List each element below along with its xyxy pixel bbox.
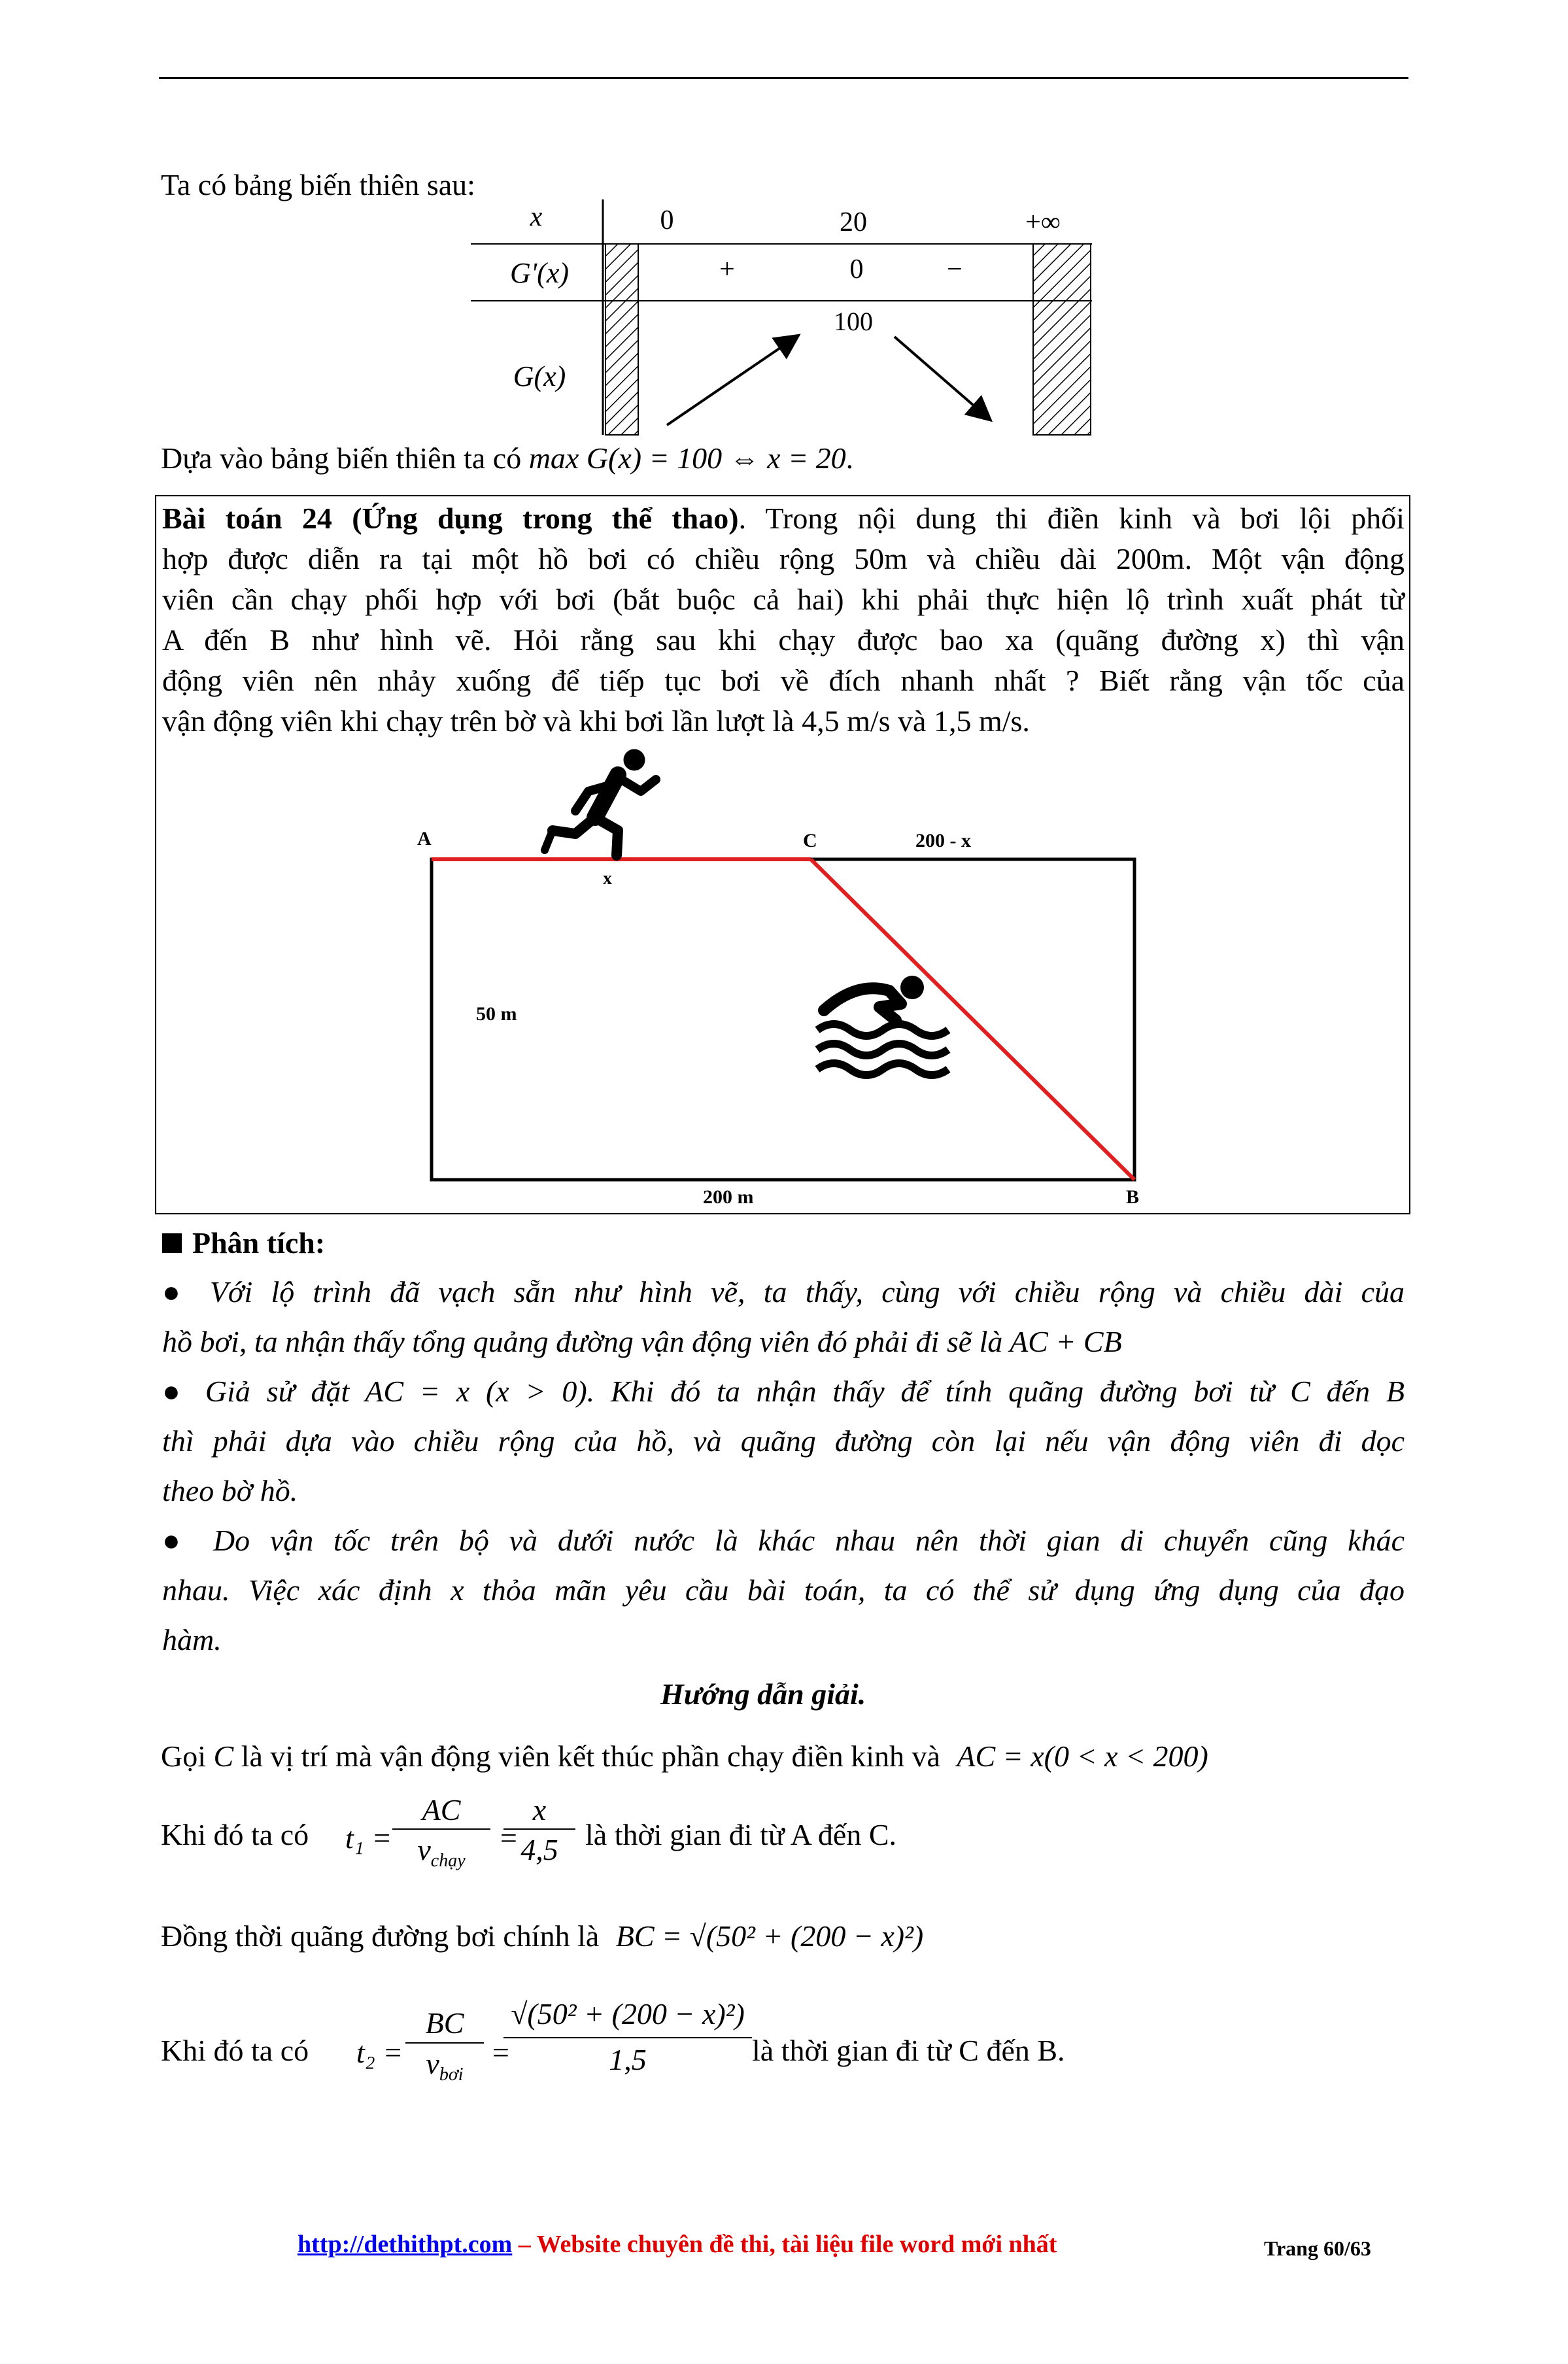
page-number: Trang 60/63 — [1264, 2236, 1371, 2260]
hatch-left — [605, 244, 638, 435]
x-value-1: 20 — [840, 207, 867, 237]
footer-link[interactable]: http://dethithpt.com — [298, 2231, 513, 2258]
problem-line-5: vận động viên khi chạy trên bờ và khi bơi lần lượt là 4,5 m/s và 1,5 m/s. — [162, 704, 1030, 738]
problem-line-0: Bài toán 24 (Ứng dụng trong thể thao). Trong nội dung thi điền kinh và bơi lội phối — [162, 502, 1405, 535]
increase-arrow — [667, 337, 796, 425]
analysis-heading: Phân tích: — [162, 1223, 325, 1263]
ac-formula: AC = x(0 < x < 200) — [957, 1739, 1208, 1773]
bc-formula: BC = √(50² + (200 − x)²) — [615, 1919, 924, 1953]
analysis-line-3: thì phải dựa vào chiều rộng của hồ, và quãng đường còn lại nếu vận động viên đi dọc — [162, 1424, 1405, 1458]
t2-frac-1: BC $v_{bơi}$ — [405, 2004, 484, 2095]
analysis-line-4: theo bờ hồ. — [162, 1474, 298, 1507]
problem-line-1: hợp được diễn ra tại một hồ bơi có chiều rộng 50m và chiều dài 200m. Một vận động — [162, 542, 1405, 575]
t2-suffix: là thời gian đi từ C đến B. — [752, 2034, 1065, 2067]
footer-tagline: – Website chuyên đề thi, tài liệu file word mới nhất — [512, 2231, 1057, 2258]
pool-rectangle — [432, 859, 1134, 1180]
analysis-line-6: nhau. Việc xác định x thỏa mãn yêu cầu bài toán, ta có thể sử dụng ứng dụng của đạo — [162, 1573, 1405, 1607]
swim-path — [811, 859, 1134, 1180]
sign-1: 0 — [849, 254, 864, 284]
label-x: x — [603, 868, 612, 889]
conclusion-formula: max G(x) = 100 ⇔ x = 20 — [528, 441, 846, 475]
analysis-line-7: hàm. — [162, 1623, 222, 1656]
intro-text: Ta có bảng biến thiên sau: — [161, 168, 475, 201]
t1-suffix: là thời gian đi từ A đến C. — [585, 1818, 897, 1851]
conclusion-prefix: Dựa vào bảng biến thiên ta có — [161, 441, 522, 475]
runner-icon — [545, 749, 656, 855]
t1-eq: = — [498, 1821, 519, 1855]
sign-0: + — [719, 254, 735, 284]
bullet-square-icon — [162, 1233, 182, 1253]
label-200m: 200 m — [703, 1186, 754, 1208]
analysis-line-2: ● Giả sử đặt AC = x (x > 0). Khi đó ta nhận thấy để tính quãng đường bơi từ C đến B — [162, 1375, 1405, 1408]
point-c-label: C — [803, 830, 817, 851]
t1-prefix: Khi đó ta có — [161, 1818, 309, 1851]
x-value-0: 0 — [660, 205, 674, 235]
t1-frac-2: x 4,5 — [503, 1792, 575, 1870]
swimmer-icon — [817, 976, 948, 1075]
t2-lhs: t₂ = — [356, 2036, 403, 2069]
footer — [298, 2230, 1057, 2259]
conclusion-line — [161, 438, 853, 479]
sign-2: − — [947, 254, 963, 284]
solution-line-1: Gọi C là vị trí mà vận động viên kết thúc phần chạy điền kinh và AC = x(0 < x < 200) — [161, 1739, 1208, 1773]
solution-heading: Hướng dẫn giải. — [660, 1677, 866, 1711]
problem-text — [162, 498, 1405, 742]
solution-line-3: Đồng thời quãng đường bơi chính là BC = √(50² + (200 − x)²) — [161, 1919, 924, 1953]
problem-line-2: viên cần chạy phối hợp với bơi (bắt buộc cả hai) khi phải thực hiện lộ trình xuất phát từ — [162, 583, 1405, 616]
header-rule — [159, 77, 1408, 79]
t2-eq: = — [490, 2036, 511, 2069]
bullet-dot-icon: ● — [162, 1524, 213, 1557]
point-a-label: A — [417, 828, 432, 849]
problem-title: Bài toán 24 (Ứng dụng trong thể thao) — [162, 502, 739, 535]
bullet-dot-icon: ● — [162, 1275, 210, 1309]
decrease-arrow — [895, 337, 989, 419]
analysis-line-5: ● Do vận tốc trên bộ và dưới nước là khác nhau nên thời gian di chuyển cũng khác — [162, 1524, 1405, 1557]
x-value-2: +∞ — [1025, 207, 1061, 237]
t1-lhs: t₁ = — [345, 1821, 392, 1855]
t1-frac-1: AC $v_{chạy}$ — [392, 1792, 490, 1881]
conclusion-suffix: . — [845, 441, 854, 475]
t2-prefix: Khi đó ta có — [161, 2034, 309, 2067]
analysis-line-0: ● Với lộ trình đã vạch sẵn như hình vẽ, ta thấy, cùng với chiều rộng và chiều dài của — [162, 1275, 1405, 1309]
row-label-x: x — [530, 202, 543, 232]
label-200-minus-x: 200 - x — [915, 830, 971, 851]
row-label-function: G(x) — [513, 360, 566, 392]
pool-figure — [392, 732, 1177, 1216]
problem-line-3: A đến B như hình vẽ. Hỏi rằng sau khi chạy được bao xa (quãng đường x) thì vận — [162, 623, 1405, 657]
hatch-right — [1033, 244, 1091, 435]
t2-frac-2: √(50² + (200 − x)²) 1,5 — [503, 1991, 752, 2081]
problem-line-4: động viên nên nhảy xuống để tiếp tục bơi về đích nhanh nhất ? Biết rằng vận tốc của — [162, 664, 1405, 697]
variation-table — [458, 196, 1099, 438]
analysis-body — [162, 1272, 1405, 1660]
max-value: 100 — [834, 307, 873, 336]
label-50m: 50 m — [476, 1003, 517, 1025]
point-b-label: B — [1126, 1186, 1140, 1208]
analysis-line-1: hồ bơi, ta nhận thấy tổng quảng đường vận động viên đó phải đi sẽ là AC + CB — [162, 1325, 1122, 1358]
bullet-dot-icon: ● — [162, 1375, 205, 1408]
row-label-derivative: G'(x) — [509, 257, 570, 289]
